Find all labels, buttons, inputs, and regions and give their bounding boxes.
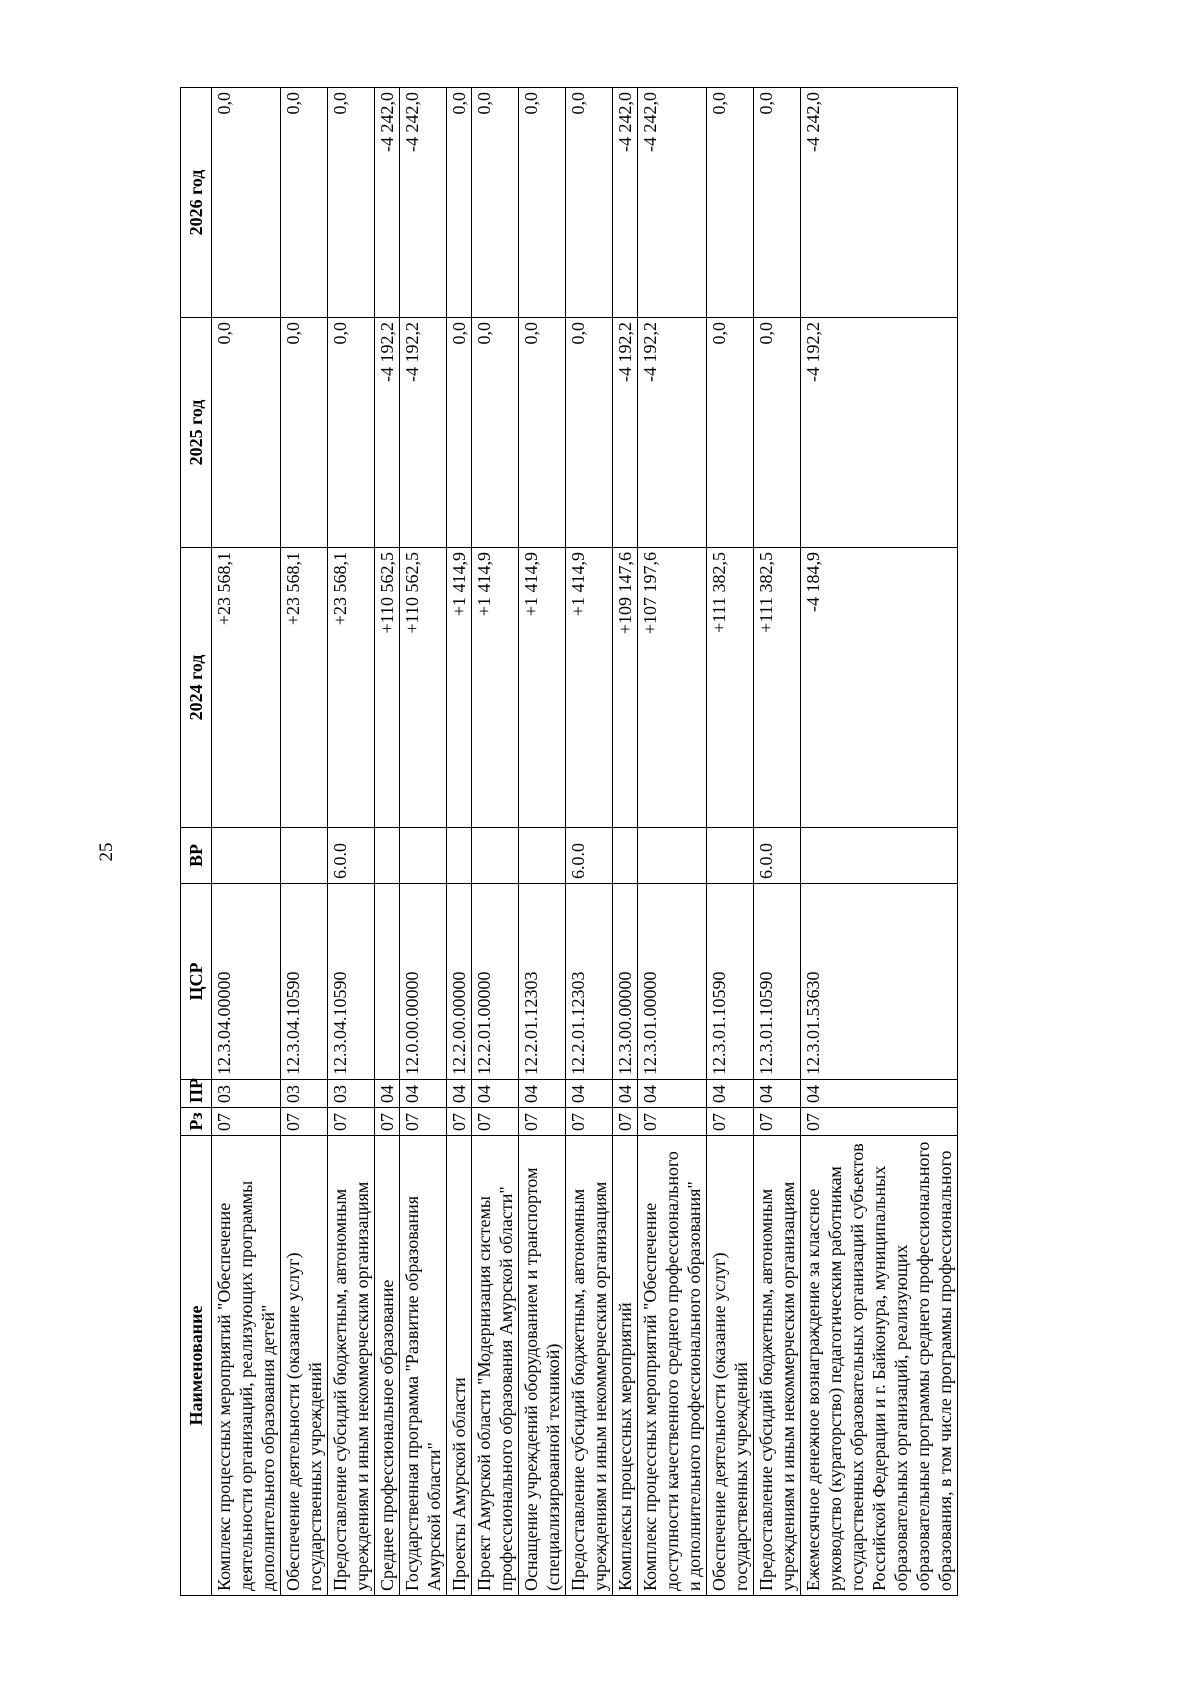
cell-vr	[472, 828, 519, 884]
cell-csr: 12.2.01.00000	[472, 884, 519, 1080]
cell-2024: -4 184,9	[801, 548, 958, 828]
table-row	[400, 88, 447, 1596]
cell-csr: 12.3.04.00000	[212, 884, 281, 1080]
cell-vr	[801, 828, 958, 884]
table-body	[212, 88, 958, 1596]
cell-2024: +111 382,5	[707, 548, 754, 828]
cell-vr	[281, 828, 328, 884]
cell-csr: 12.2.01.12303	[519, 884, 566, 1080]
cell-2024: +110 562,5	[400, 548, 447, 828]
header-vr: ВР	[181, 828, 212, 884]
cell-vr	[638, 828, 707, 884]
table-row	[281, 88, 328, 1596]
cell-2024: +1 414,9	[447, 548, 472, 828]
cell-2026: 0,0	[754, 88, 801, 318]
cell-2024: +111 382,5	[754, 548, 801, 828]
cell-2025: 0,0	[472, 318, 519, 548]
cell-vr	[375, 828, 400, 884]
cell-rz: 07	[613, 1108, 638, 1136]
cell-name: Предоставление субсидий бюджетным, автономным учреждениям и иным некоммерческим организациям	[566, 1136, 613, 1596]
cell-2025: 0,0	[707, 318, 754, 548]
table-row	[707, 88, 754, 1596]
cell-pr: 04	[472, 1080, 519, 1108]
cell-name: Оснащение учреждений оборудованием и транспортом (специализированной техникой)	[519, 1136, 566, 1596]
cell-2026: 0,0	[519, 88, 566, 318]
cell-2025: -4 192,2	[375, 318, 400, 548]
cell-2025: 0,0	[566, 318, 613, 548]
cell-name: Проекты Амурской области	[447, 1136, 472, 1596]
cell-name: Ежемесячное денежное вознаграждение за классное руководство (кураторство) педагогическим работникам государственных образовательных организаций субъектов Российской Федерации и г. Байконура, муниципальных образовательных организаций, реализующих образовательные программы среднего профессионального образования, в том числе программы профессионального	[801, 1136, 958, 1596]
table-row	[212, 88, 281, 1596]
header-pr: ПР	[181, 1080, 212, 1108]
cell-vr	[212, 828, 281, 884]
cell-vr	[400, 828, 447, 884]
cell-pr: 04	[375, 1080, 400, 1108]
cell-name: Проект Амурской области "Модернизация системы профессионального образования Амурской области"	[472, 1136, 519, 1596]
header-name: Наименование	[181, 1136, 212, 1596]
cell-2026: 0,0	[566, 88, 613, 318]
cell-pr: 04	[613, 1080, 638, 1108]
page-number: 25	[96, 842, 117, 862]
cell-name: Комплексы процессных мероприятий	[613, 1136, 638, 1596]
table-row	[801, 88, 958, 1596]
table-row	[328, 88, 375, 1596]
cell-2025: -4 192,2	[638, 318, 707, 548]
table-header-row	[181, 88, 212, 1596]
cell-rz: 07	[801, 1108, 958, 1136]
cell-name: Комплекс процессных мероприятий "Обеспечение деятельности организаций, реализующих программы дополнительного образования детей"	[212, 1136, 281, 1596]
cell-vr	[519, 828, 566, 884]
cell-2025: 0,0	[447, 318, 472, 548]
cell-2026: 0,0	[281, 88, 328, 318]
cell-2024: +109 147,6	[613, 548, 638, 828]
cell-rz: 07	[212, 1108, 281, 1136]
table-row	[613, 88, 638, 1596]
cell-name: Предоставление субсидий бюджетным, автономным учреждениям и иным некоммерческим организациям	[328, 1136, 375, 1596]
cell-rz: 07	[707, 1108, 754, 1136]
cell-csr: 12.3.01.53630	[801, 884, 958, 1080]
cell-2025: -4 192,2	[801, 318, 958, 548]
cell-2025: -4 192,2	[613, 318, 638, 548]
cell-2026: -4 242,0	[400, 88, 447, 318]
cell-2025: 0,0	[212, 318, 281, 548]
cell-name: Обеспечение деятельности (оказание услуг) государственных учреждений	[707, 1136, 754, 1596]
cell-rz: 07	[754, 1108, 801, 1136]
table-row	[519, 88, 566, 1596]
cell-2026: -4 242,0	[613, 88, 638, 318]
cell-csr: 12.0.00.00000	[400, 884, 447, 1080]
cell-2024: +1 414,9	[566, 548, 613, 828]
cell-rz: 07	[400, 1108, 447, 1136]
header-2025: 2025 год	[181, 318, 212, 548]
cell-rz: 07	[472, 1108, 519, 1136]
cell-pr: 03	[328, 1080, 375, 1108]
cell-csr: 12.2.00.00000	[447, 884, 472, 1080]
cell-2025: 0,0	[519, 318, 566, 548]
cell-pr: 03	[212, 1080, 281, 1108]
header-rz: Рз	[181, 1108, 212, 1136]
cell-vr	[613, 828, 638, 884]
cell-csr: 12.3.04.10590	[281, 884, 328, 1080]
cell-2024: +1 414,9	[472, 548, 519, 828]
cell-2024: +23 568,1	[281, 548, 328, 828]
cell-pr: 04	[447, 1080, 472, 1108]
header-2024: 2024 год	[181, 548, 212, 828]
table-row	[566, 88, 613, 1596]
cell-vr: 6.0.0	[754, 828, 801, 884]
cell-2026: 0,0	[328, 88, 375, 318]
cell-2026: -4 242,0	[801, 88, 958, 318]
cell-pr: 04	[754, 1080, 801, 1108]
cell-2026: 0,0	[472, 88, 519, 318]
cell-2024: +23 568,1	[212, 548, 281, 828]
cell-2026: 0,0	[212, 88, 281, 318]
cell-rz: 07	[638, 1108, 707, 1136]
cell-csr	[375, 884, 400, 1080]
cell-2025: 0,0	[328, 318, 375, 548]
cell-csr: 12.3.01.10590	[754, 884, 801, 1080]
cell-csr: 12.3.01.00000	[638, 884, 707, 1080]
cell-pr: 04	[519, 1080, 566, 1108]
cell-rz: 07	[375, 1108, 400, 1136]
budget-table-container	[180, 88, 955, 1596]
cell-rz: 07	[566, 1108, 613, 1136]
table-row	[472, 88, 519, 1596]
cell-vr: 6.0.0	[566, 828, 613, 884]
cell-rz: 07	[447, 1108, 472, 1136]
cell-pr: 04	[707, 1080, 754, 1108]
cell-2024: +23 568,1	[328, 548, 375, 828]
cell-2025: -4 192,2	[400, 318, 447, 548]
cell-name: Государственная программа "Развитие образования Амурской области"	[400, 1136, 447, 1596]
cell-csr: 12.3.01.10590	[707, 884, 754, 1080]
cell-csr: 12.2.01.12303	[566, 884, 613, 1080]
cell-rz: 07	[281, 1108, 328, 1136]
cell-2026: 0,0	[707, 88, 754, 318]
table-row	[375, 88, 400, 1596]
cell-vr	[447, 828, 472, 884]
cell-csr: 12.3.04.10590	[328, 884, 375, 1080]
cell-rz: 07	[328, 1108, 375, 1136]
cell-pr: 04	[638, 1080, 707, 1108]
header-2026: 2026 год	[181, 88, 212, 318]
cell-pr: 04	[400, 1080, 447, 1108]
cell-2024: +110 562,5	[375, 548, 400, 828]
cell-vr: 6.0.0	[328, 828, 375, 884]
table-row	[754, 88, 801, 1596]
cell-pr: 04	[566, 1080, 613, 1108]
cell-rz: 07	[519, 1108, 566, 1136]
cell-pr: 04	[801, 1080, 958, 1108]
table-row	[638, 88, 707, 1596]
cell-name: Предоставление субсидий бюджетным, автономным учреждениям и иным некоммерческим организациям	[754, 1136, 801, 1596]
cell-2026: 0,0	[447, 88, 472, 318]
budget-table	[180, 87, 958, 1596]
cell-pr: 03	[281, 1080, 328, 1108]
cell-name: Комплекс процессных мероприятий "Обеспечение доступности качественного среднего профессионального и дополнительного профессионального образования"	[638, 1136, 707, 1596]
cell-name: Обеспечение деятельности (оказание услуг) государственных учреждений	[281, 1136, 328, 1596]
header-csr: ЦСР	[181, 884, 212, 1080]
cell-2026: -4 242,0	[375, 88, 400, 318]
table-row	[447, 88, 472, 1596]
cell-csr: 12.3.00.00000	[613, 884, 638, 1080]
cell-vr	[707, 828, 754, 884]
cell-name: Среднее профессиональное образование	[375, 1136, 400, 1596]
cell-2026: -4 242,0	[638, 88, 707, 318]
cell-2025: 0,0	[281, 318, 328, 548]
cell-2024: +1 414,9	[519, 548, 566, 828]
cell-2024: +107 197,6	[638, 548, 707, 828]
cell-2025: 0,0	[754, 318, 801, 548]
